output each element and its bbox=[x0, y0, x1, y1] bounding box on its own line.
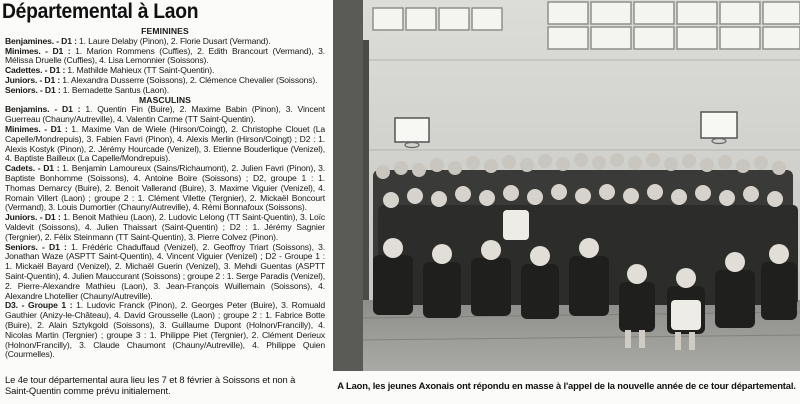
category-results: 1. Quentin Fin (Buire), 2. Maxime Babin (Pinon), 3. Vincent Guerreau (Chauny/Autreville), 4. Valentin Carme (TT Saint-Quentin). bbox=[5, 104, 326, 125]
category-results: 1. Mathilde Mahieux (TT Saint-Quentin). bbox=[65, 65, 215, 76]
photo-caption: A Laon, les jeunes Axonais ont répondu en masse à l'appel de la nouvelle année de ce tour départemental. bbox=[337, 380, 796, 391]
category-label: Cadettes. - D1 : bbox=[5, 65, 66, 76]
category-results: 1. Alexandra Dusserre (Soissons), 2. Clémence Chevalier (Soissons). bbox=[60, 74, 318, 85]
category-label: D3. - Groupe 1 : bbox=[5, 300, 73, 311]
result-row bbox=[5, 243, 325, 302]
result-row bbox=[5, 213, 325, 242]
article-title: Départemental à Laon bbox=[2, 0, 199, 23]
category-results: 1. Maxime Van de Wiele (Hirson/Coingt), 2. Christophe Clouet (La Capelle/Mondrepuis), 3. Fabien Favri (Pinon), 4. Alexis Merlin (Hirson/Coingt) ; D2 : 1. Alexis Kostyk (Pinon), 2. Jérémy Hourcade (Venizel), 3. Etienne Bouderlique (Venizel), 4. Baptiste Bailleux (La Capelle/Mondrepuis). bbox=[5, 123, 325, 164]
category-results: 1. Bernadette Santus (Laon). bbox=[60, 84, 169, 95]
category-label: Minimes. - D1 : bbox=[5, 123, 68, 134]
category-label: Juniors. - D1 : bbox=[5, 212, 61, 223]
category-label: Benjamines. - D1 : bbox=[5, 35, 77, 46]
result-row bbox=[5, 47, 325, 67]
category-results: 1. Benjamin Lamoureux (Sains/Richaumont), 2. Julien Favri (Pinon), 3. Baptiste Bonhomme (Soissons), 4. Antoine Boire (Soissons) ; D2, groupe 1 : 1. Thomas Demarcy (Buire), 2. Benoit Vallerand (Buire), 3. Maxime Viguier (Venizel), 4. Romain Villert (Laon) ; groupe 2 : 1. Clément Vilette (Tergnier), 2. Mickaël Boncourt (Vermand), 3. Louis Dumortier (Chauny/Autreville), 4. Rémi Bonnafoux (Soissons). bbox=[5, 163, 325, 213]
category-results: 1. Laure Delaby (Pinon), 2. Florie Dusart (Vermand). bbox=[76, 35, 271, 46]
results-text bbox=[5, 27, 325, 360]
category-label: Juniors. - D1 : bbox=[5, 74, 61, 85]
result-row bbox=[5, 125, 325, 164]
group-photo bbox=[333, 0, 800, 371]
category-results: 1. Marion Rommens (Cuffies), 2. Edith Brancourt (Vermand), 3. Mélissa Druelle (Cuffies), 4. Lisa Lemonnier (Soissons). bbox=[5, 45, 325, 66]
category-label: Minimes. - D1 : bbox=[5, 45, 71, 56]
result-row bbox=[5, 105, 325, 125]
category-results: 1. Benoit Mathieu (Laon), 2. Ludovic Lelong (TT Saint-Quentin), 3. Loïc Valdevit (Soissons), 4. Julien Thaissart (Saint-Quentin) ; D2 : 1. Jérémy Sagnier (Tergnier), 2. Félix Steinmann (TT Saint-Quentin), 3. Pierre Colvez (Pinon). bbox=[5, 212, 325, 242]
result-row bbox=[5, 164, 325, 213]
category-label: Benjamins. - D1 : bbox=[5, 104, 81, 115]
section-heading-masculins: MASCULINS bbox=[139, 94, 191, 105]
category-label: Cadets. - D1 : bbox=[5, 163, 60, 174]
footnote: Le 4e tour départemental aura lieu les 7 et 8 février à Soissons et non à Saint-Quentin comme prévu initialement. bbox=[5, 374, 296, 397]
section-heading-feminines: FEMININES bbox=[141, 26, 189, 36]
category-results: 1. Frédéric Chaduffaud (Venizel), 2. Geoffroy Triart (Soissons), 3. Jonathan Waze (ASPTT Saint-Quentin), 4. Vincent Viguier (Venizel) ; D2 - Groupe 1 : 1. Mickaël Bayard (Venizel), 2. Michaël Guerin (Venizel), 3. Mehdi Guentas (ASPTT Saint-Quentin), 4. Julien Mauccurant (Soissons) ; groupe 2 : 1. Serge Paradis (Venizel), 2. Pierre-Alexandre Mathieu (Laon), 3. Jean-François Wuillemain (Soissons), 4. Alexandre Lhotellier (Chauny/Autreville). bbox=[5, 241, 325, 301]
category-results: 1. Ludovic Franck (Pinon), 2. Georges Peter (Buire), 3. Romuald Gauthier (Anizy-le-Château), 4. David Grousselle (Laon) ; groupe 2 : 1. Fabrice Botte (Buire), 2. Alain Sztykgold (Soissons), 3. Guillaume Dupont (Holnon/Francilly), 4. Nicolas Martin (Tergnier) ; groupe 3 : 1. Philippe Piet (Tergnier), 2. Clément Derieux (Holnon/Francilly), 3. Claude Chaumont (Chauny/Autreville), 4. Philippe Quien (Courmelles). bbox=[5, 300, 325, 360]
category-label: Seniors. - D1 : bbox=[5, 241, 67, 252]
result-row bbox=[5, 301, 325, 360]
category-label: Seniors. - D1 : bbox=[5, 84, 61, 95]
